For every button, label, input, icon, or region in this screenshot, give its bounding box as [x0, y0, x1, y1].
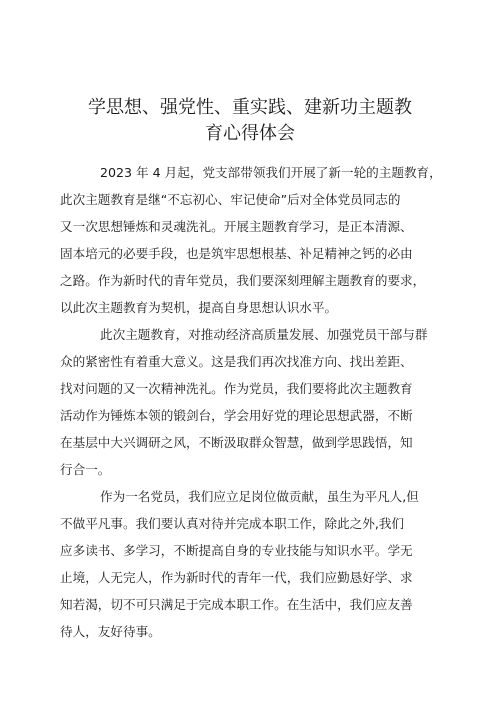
paragraph-line: 止境，人无完人，作为新时代的青年一代，我们应勤恳好学、求 — [60, 570, 413, 585]
paragraph-line: 作为一名党员，我们应立足岗位做贡献，虽生为平凡人,但 — [100, 489, 419, 504]
paragraph-line: 以此次主题教育为契机，提高自身思想认识水平。 — [60, 300, 338, 315]
paragraph-line: 待人，友好待事。 — [60, 624, 161, 639]
paragraph-line: 此次主题教育，对推动经济高质量发展、加强党员干部与群 — [100, 327, 428, 342]
document-title-line-1: 学思想、强党性、重实践、建新功主题教 — [88, 97, 412, 118]
paragraph-line: 行合一。 — [60, 462, 111, 477]
paragraph-line: 2023 年 4 月起，党支部带领我们开展了新一轮的主题教育， — [100, 165, 442, 180]
document-title-line-2: 育心得体会 — [205, 123, 295, 144]
paragraph-line: 应多读书、多学习，不断提高自身的专业技能与知识水平。学无 — [60, 543, 413, 558]
paragraph-line: 活动作为锤炼本领的锻剑台，学会用好党的理论思想武器，不断 — [60, 408, 413, 423]
paragraph-line: 固本培元的必要手段，也是筑牢思想根基、补足精神之钙的必由 — [60, 246, 413, 261]
paragraph-line: 在基层中大兴调研之风，不断汲取群众智慧，做到学思践悟，知 — [60, 435, 413, 450]
paragraph-line: 知若渴，切不可只满足于完成本职工作。在生活中，我们应友善 — [60, 597, 413, 612]
paragraph-line: 找对问题的又一次精神洗礼。作为党员，我们要将此次主题教育 — [60, 381, 413, 396]
paragraph-line: 又一次思想锤炼和灵魂洗礼。开展主题教育学习，是正本清源、 — [60, 219, 413, 234]
paragraph-line: 之路。作为新时代的青年党员，我们要深刻理解主题教育的要求， — [60, 273, 426, 288]
paragraph-line: 不做平凡事。我们要认真对待并完成本职工作，除此之外,我们 — [60, 516, 405, 531]
paragraph-line: 众的紧密性有着重大意义。这是我们再次找准方向、找出差距、 — [60, 354, 413, 369]
paragraph-line: 此次主题教育是继“不忘初心、牢记使命”后对全体党员同志的 — [60, 192, 401, 207]
